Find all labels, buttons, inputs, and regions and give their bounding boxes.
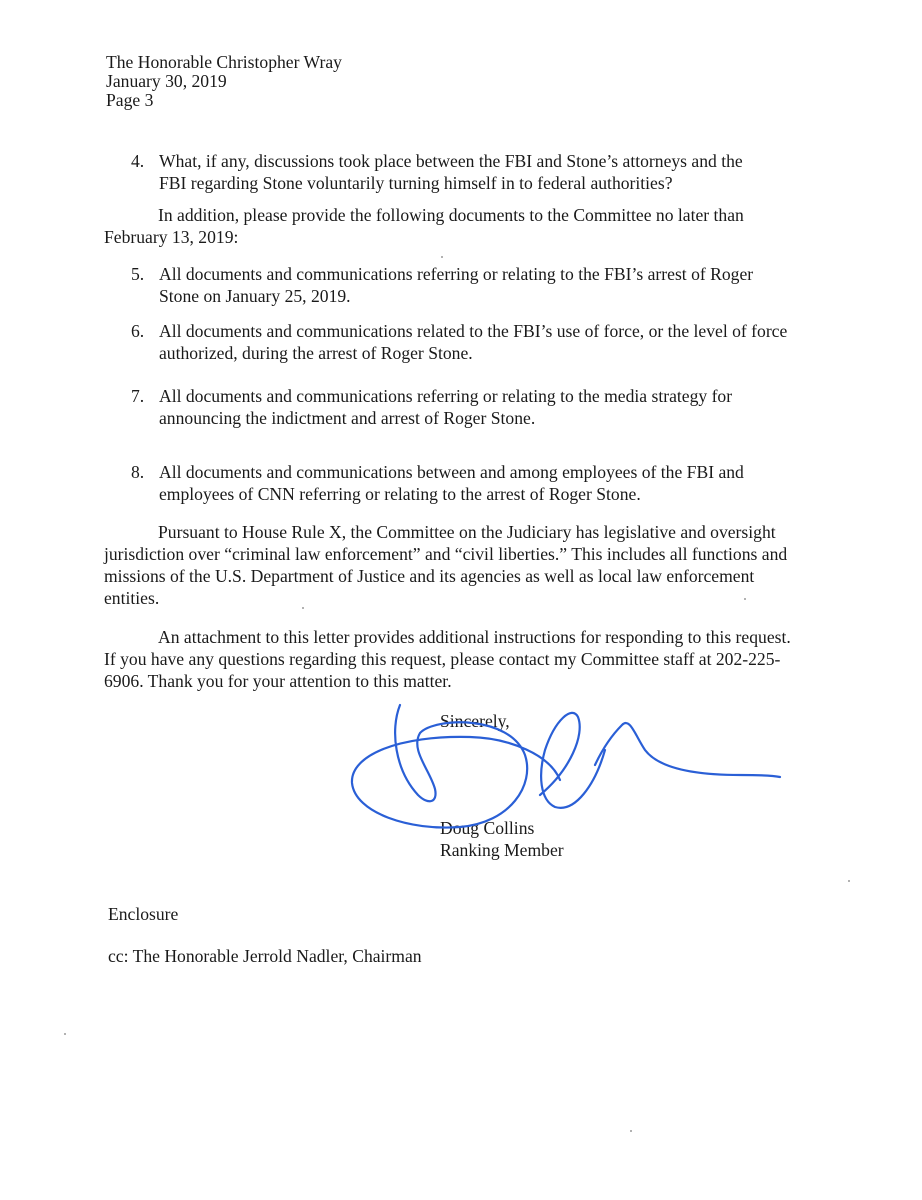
scan-speck [64,1033,66,1035]
paragraph-line: jurisdiction over “criminal law enforcement” and “civil liberties.” This includes all functions and [104,544,788,564]
item-line: What, if any, discussions took place between the FBI and Stone’s attorneys and the [159,151,743,171]
item-text [159,150,743,194]
paragraph-line: An attachment to this letter provides additional instructions for responding to this request. [158,627,791,647]
item-line: FBI regarding Stone voluntarily turning himself in to federal authorities? [159,173,673,193]
attachment-paragraph [104,626,804,692]
date-line: January 30, 2019 [106,71,227,91]
item-number: 5. [131,264,145,284]
item-line: authorized, during the arrest of Roger Stone. [159,343,473,363]
item-line: All documents and communications related to the FBI’s use of force, or the level of force [159,321,788,341]
cc-line: cc: The Honorable Jerrold Nadler, Chairman [108,946,422,966]
jurisdiction-paragraph [104,521,804,609]
item-text [159,461,744,505]
item-line: All documents and communications referring or relating to the media strategy for [159,386,733,406]
item-line: announcing the indictment and arrest of Roger Stone. [159,408,536,428]
item-number: 4. [131,151,145,171]
item-number: 6. [131,321,145,341]
scan-speck [744,598,746,600]
scan-speck [848,880,850,882]
signer-name: Doug Collins [440,818,535,838]
scan-speck [302,607,304,609]
salutation: Sincerely, [440,711,510,731]
item-text [159,320,787,364]
page-number: Page 3 [106,90,154,110]
signature-stroke [540,713,605,808]
paragraph-line: If you have any questions regarding this request, please contact my Committee staff at 202-225- [104,649,781,669]
scan-speck [441,256,443,258]
recipient-line: The Honorable Christopher Wray [106,52,342,72]
item-line: All documents and communications referring or relating to the FBI’s arrest of Roger [159,264,754,284]
item-line: Stone on January 25, 2019. [159,286,351,306]
item-text [159,263,753,307]
item-text [159,385,732,429]
letter-header [106,53,342,110]
paragraph-line: February 13, 2019: [104,227,239,247]
item-line: employees of CNN referring or relating to the arrest of Roger Stone. [159,484,641,504]
scan-speck [630,1130,632,1132]
signature-stroke [595,723,780,777]
item-number: 8. [131,462,145,482]
paragraph-line: Pursuant to House Rule X, the Committee on the Judiciary has legislative and oversight [158,522,776,542]
request-intro-paragraph [104,204,804,248]
item-number: 7. [131,386,145,406]
paragraph-line: missions of the U.S. Department of Justice and its agencies as well as local law enforcement [104,566,755,586]
signer-title: Ranking Member [440,840,564,860]
enclosure-note: Enclosure [108,904,179,924]
item-line: All documents and communications between and among employees of the FBI and [159,462,744,482]
paragraph-line: entities. [104,588,160,608]
paragraph-line: In addition, please provide the following documents to the Committee no later than [158,205,744,225]
handwritten-signature [340,695,790,835]
paragraph-line: 6906. Thank you for your attention to this matter. [104,671,452,691]
